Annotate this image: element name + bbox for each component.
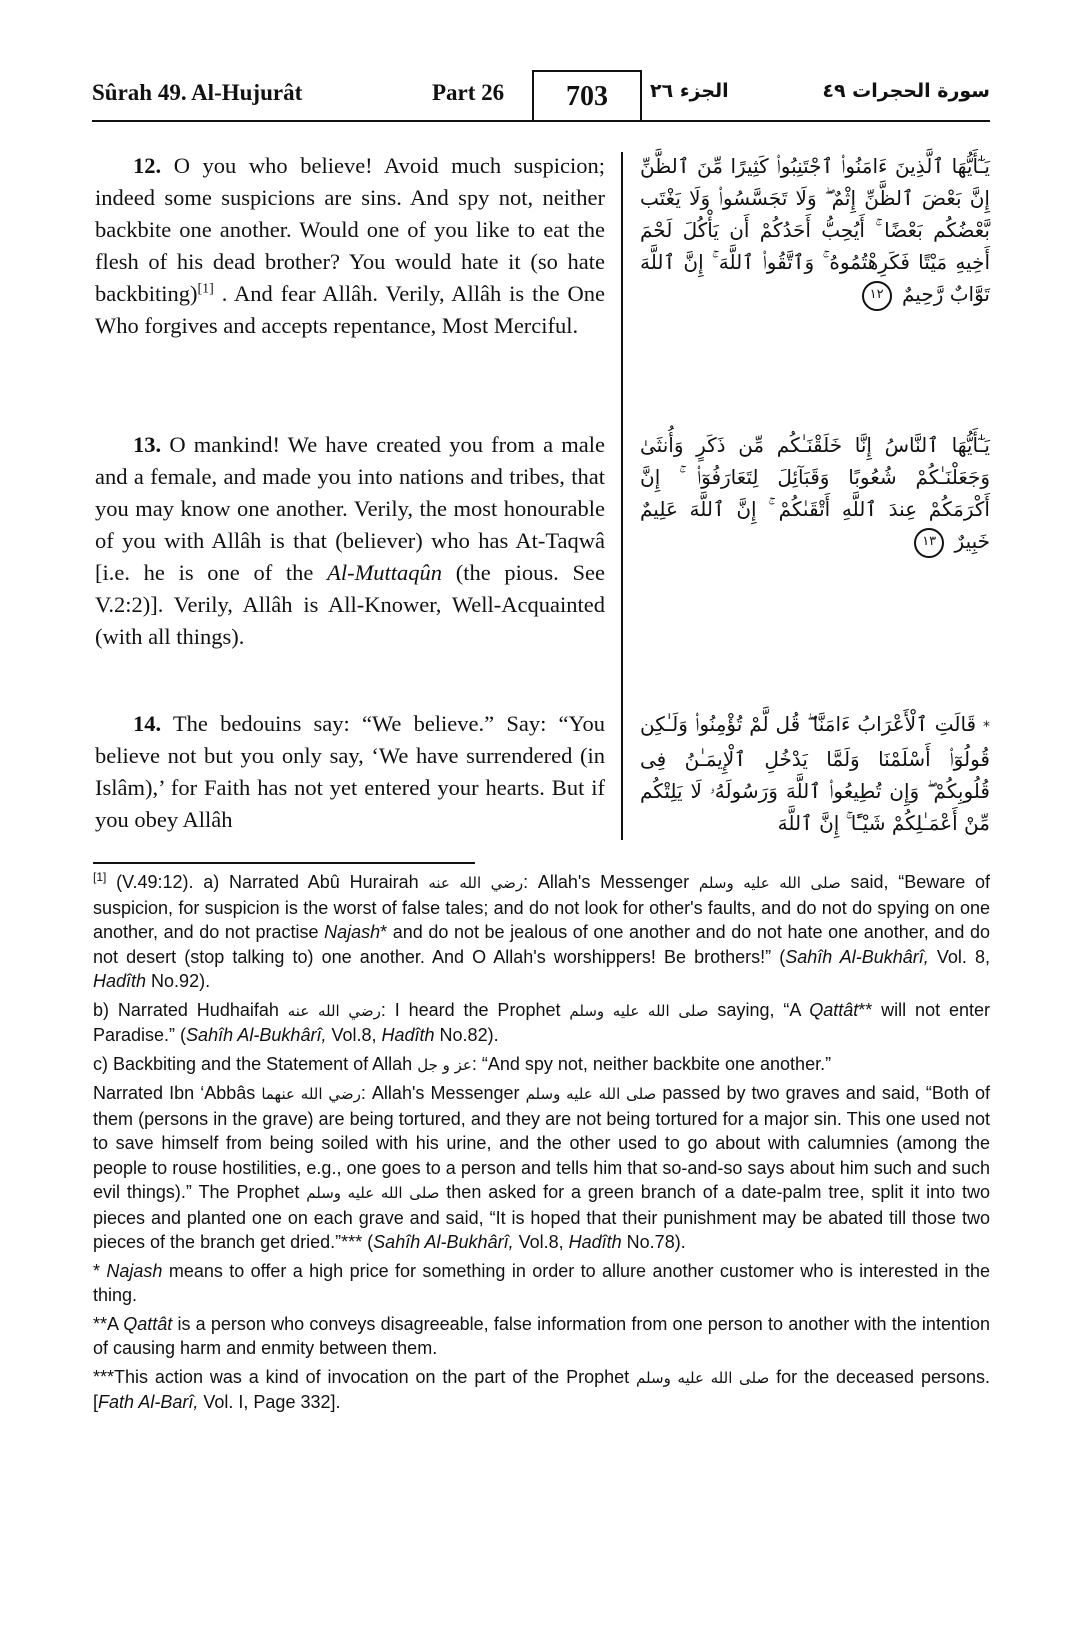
footnote-g: ***This action was a kind of invocation on the part of the Prophet صلى الله عليه وسلم for the deceased persons. [Fath Al-Barî, Vol. I, Page 332].: [93, 1366, 991, 1412]
arabic-verse-13: [640, 429, 990, 691]
honorific-arabic: صلى الله عليه وسلم: [306, 1184, 440, 1202]
footnote-c: c) Backbiting and the Statement of Allah عز و جل: “And spy not, neither backbite one another.”: [93, 1053, 832, 1074]
honorific-arabic: صلى الله عليه وسلم: [698, 874, 841, 892]
ayah-marker-13: ١٣: [914, 528, 944, 558]
honorific-arabic: صلى الله عليه وسلم: [525, 1085, 657, 1103]
honorific-arabic: صلى الله عليه وسلم: [636, 1368, 770, 1387]
surah-title-english: Sûrah 49. Al-Hujurât: [92, 80, 303, 105]
verse-14-number: 14.: [133, 711, 162, 736]
footnote-ref-1[interactable]: [1]: [197, 281, 214, 297]
arabic-column: [640, 150, 990, 839]
verse-14: [95, 708, 605, 836]
verse-13-body: O mankind! We have created you from a male and a female, and made you into nations and tribes, that you may know one another. Verily, the most honourable of you with Allâh is that (believer) who has At-Taqwâ [i.e. he is one of the: [95, 432, 606, 585]
footnote-b: b) Narrated Hudhaifah رضي الله عنه: I heard the Prophet صلى الله عليه وسلم saying, “A Qattât** will not enter Paradise.” (Sahîh Al-Bukhârî, Vol.8, Hadîth No.82).: [93, 999, 990, 1045]
verse-13-number: 13.: [133, 432, 162, 457]
page-number: 703: [566, 81, 608, 112]
honorific-arabic: رضي الله عنهما: [261, 1085, 361, 1103]
footnote-mark-1: [1]: [93, 870, 107, 884]
ayah-marker-12: ١٢: [862, 281, 892, 311]
footnote-f: **A Qattât is a person who conveys disagreeable, false information from one person to another with the intention of causing harm and enmity between them.: [93, 1313, 990, 1358]
verse-12-body-end: . And fear Allâh. Verily, Allâh is the One Who forgives and accepts repentance, Most Merciful.: [95, 281, 605, 338]
verse-12: [95, 150, 605, 412]
header-rule: [92, 120, 990, 122]
arabic-verse-14: [640, 708, 990, 839]
footnote-a: [1] (V.49:12). a) Narrated Abû Hurairah رضي الله عنه: Allah's Messenger صلى الله عليه وسلم said, “Beware of suspicion, for suspicion is the worst of false tales; and do not look for other's faults, and do not do spying on one another, and do not practise Najash* and do not be jealous of one another and do not hate one another, and do not desert (stop talking to) one another. And O Allah's worshippers! Be brothers!” (Sahîh Al-Bukhârî, Vol. 8, Hadîth No.92).: [93, 870, 991, 991]
arabic-verse-14-text: قَالَتِ ٱلْأَعْرَابُ ءَامَنَّا ۖ قُل لَّمْ تُؤْمِنُوا۟ وَلَـٰكِن قُولُوٓا۟ أَسْلَمْنَا وَلَمَّا يَدْخُلِ ٱلْإِيمَـٰنُ فِى قُلُوبِكُمْ ۖ وَإِن تُطِيعُوا۟ ٱللَّهَ وَرَسُولَهُۥ لَا يَلِتْكُم مِّنْ أَعْمَـٰلِكُمْ شَيْـًٔا ۚ إِنَّ ٱللَّهَ: [640, 712, 990, 835]
verse-14-text: [95, 708, 605, 836]
arabic-verse-13-text: يَـٰٓأَيُّهَا ٱلنَّاسُ إِنَّا خَلَقْنَـٰكُم مِّن ذَكَرٍ وَأُنثَىٰ وَجَعَلْنَـٰكُمْ شُعُوبًا وَقَبَآئِلَ لِتَعَارَفُوٓا۟ ۚ إِنَّ أَكْرَمَكُمْ عِندَ ٱللَّهِ أَتْقَىٰكُمْ ۚ إِنَّ ٱللَّهَ عَلِيمٌ خَبِيرٌ: [640, 433, 990, 553]
verse-12-number: 12.: [133, 153, 162, 178]
footnote-e: * Najash means to offer a high price for something in order to allure another customer who is interested in the thing.: [93, 1260, 990, 1305]
verse-12-body: O you who believe! Avoid much suspicion; indeed some suspicions are sins. And spy not, neither backbite one another. Would one of you like to eat the flesh of his dead brother? You would hate it (so hate backbiting): [95, 153, 606, 306]
honorific-arabic: رضي الله عنه: [287, 1001, 381, 1020]
verse-13-body-end: (the pious. See V.2:2)]. Verily, Allâh is All-Knower, Well-Acquainted (with all things).: [95, 560, 605, 649]
page-number-box: [532, 70, 642, 122]
honorific-arabic: عز و جل: [417, 1055, 472, 1074]
column-divider: [621, 152, 623, 840]
verse-13-italic: Al-Muttaqûn: [327, 560, 443, 585]
rub-el-hizb-star: *: [983, 719, 990, 735]
surah-title-arabic: سورة الحجرات ٤٩: [822, 80, 990, 102]
arabic-verse-12-text: يَـٰٓأَيُّهَا ٱلَّذِينَ ءَامَنُوا۟ ٱجْتَنِبُوا۟ كَثِيرًا مِّنَ ٱلظَّنِّ إِنَّ بَعْضَ ٱلظَّنِّ إِثْمٌ ۖ وَلَا تَجَسَّسُوا۟ وَلَا يَغْتَب بَّعْضُكُم بَعْضًا ۚ أَيُحِبُّ أَحَدُكُمْ أَن يَأْكُلَ لَحْمَ أَخِيهِ مَيْتًا فَكَرِهْتُمُوهُ ۚ وَٱتَّقُوا۟ ٱللَّهَ ۚ إِنَّ ٱللَّهَ تَوَّابٌ رَّحِيمٌ: [640, 154, 990, 306]
honorific-arabic: رضي الله عنه: [428, 874, 524, 892]
verse-13: [95, 429, 605, 691]
verse-13-text: [95, 429, 605, 653]
footnote-d: Narrated Ibn ‘Abbâs رضي الله عنهما: Allah's Messenger صلى الله عليه وسلم passed by two graves and said, “Both of them (persons in the grave) are being tortured, and they are not being tortured for a major sin. This one used not to save himself from being soiled with his urine, and the other used to go about with calumnies (among the people to rouse hostilities, e.g., one goes to a person and tells him that so-and-so says about him such and such evil things).” The Prophet صلى الله عليه وسلم then asked for a green branch of a date-palm tree, split it into two pieces and planted one on each grave and said, “It is hoped that their punishment may be abated till those two pieces of the branch get dried.”*** (Sahîh Al-Bukhârî, Vol.8, Hadîth No.78).: [93, 1083, 991, 1252]
verse-14-body: The bedouins say: “We believe.” Say: “You believe not but you only say, ‘We have surrendered (in Islâm),’ for Faith has not yet entered your hearts. But if you obey Allâh: [95, 711, 606, 832]
translation-column: [95, 150, 605, 853]
footnote-rule: [93, 862, 475, 864]
honorific-arabic: صلى الله عليه وسلم: [569, 1001, 709, 1020]
verse-12-text: [95, 150, 605, 342]
part-label-arabic: الجزء ٢٦: [650, 80, 729, 102]
arabic-verse-12: [640, 150, 990, 412]
footnotes: [93, 870, 990, 1419]
part-label-english: Part 26: [432, 80, 505, 105]
